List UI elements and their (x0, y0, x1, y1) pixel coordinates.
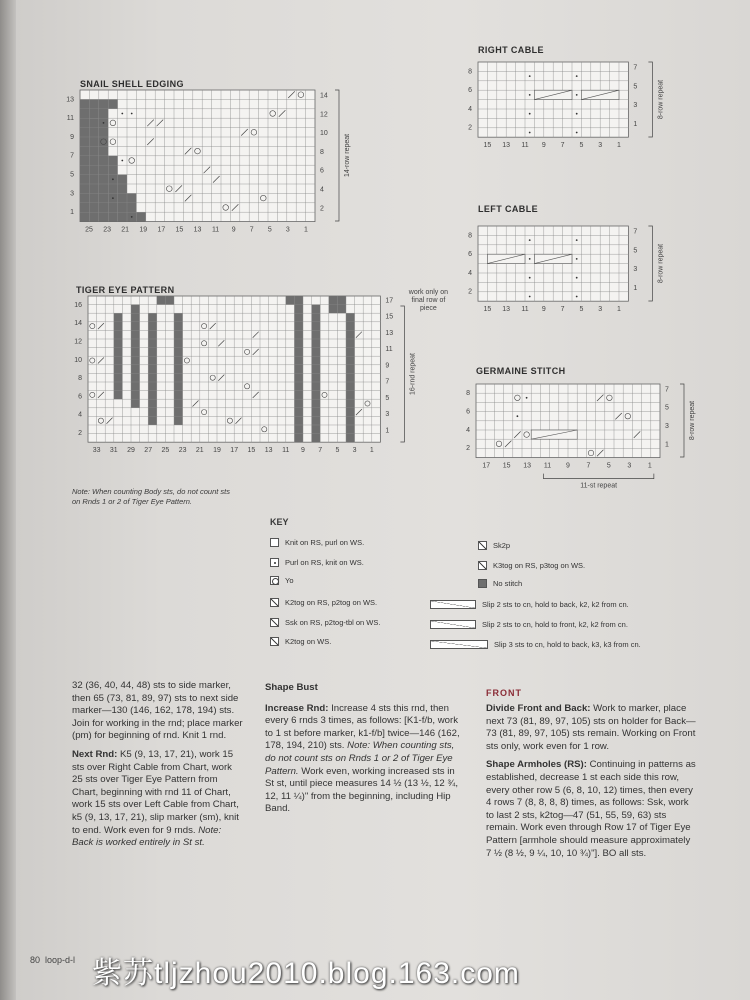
col-label: 5 (335, 447, 340, 455)
col-label: 19 (139, 226, 148, 234)
col1-para2 (72, 749, 244, 850)
col-label: 1 (369, 447, 374, 455)
col-label: 15 (247, 447, 256, 455)
row-label: 14 (319, 92, 328, 100)
row-label: 4 (468, 105, 473, 113)
row-label: 1 (633, 120, 638, 128)
row-label: 4 (466, 426, 471, 434)
row-label: 13 (66, 96, 75, 104)
side-note: work only on (408, 288, 448, 296)
k3tog-icon (478, 561, 487, 570)
key-label: K3tog on RS, p3tog on WS. (493, 561, 586, 570)
row-label: 5 (385, 394, 390, 402)
row-label: 1 (70, 209, 75, 217)
row-label: 6 (319, 167, 324, 175)
col-label: 13 (193, 226, 202, 234)
row-label: 5 (633, 83, 638, 91)
ssk-icon (270, 618, 279, 627)
col-label: 9 (541, 142, 546, 150)
col-label: 1 (617, 142, 621, 150)
col-label: 23 (178, 447, 187, 455)
col-label: 31 (109, 447, 118, 455)
row-label: 17 (385, 297, 394, 305)
k2tog-icon (270, 598, 279, 607)
purl-symbol (576, 94, 578, 96)
row-label: 12 (74, 338, 83, 346)
col3-para2-body: Continuing in patterns as established, decrease 1 st each side this row, every other row 5 (6, 8, 10, 12) times, then every 4 rows 7 (8, 8, 8, 8) times, as follows: Ssk, work to last 2 sts, k2tog—47 (51, 55, 59, 63) sts remain. Work even through Row 17 of Tiger Eye Pattern [armhole should measure approximately 7 ½ (8 ½, 9 ¼, 10, 10 ¾)"]. BO all sts. (486, 759, 696, 859)
col-label: 3 (352, 447, 357, 455)
col-label: 17 (157, 226, 166, 234)
col-label: 15 (502, 462, 511, 470)
col-label: 5 (579, 142, 584, 150)
row-label: 5 (664, 404, 669, 412)
snail-grid-svg (58, 84, 383, 256)
left-cable-title: LEFT CABLE (478, 204, 538, 214)
col-label: 15 (483, 142, 492, 150)
key-label: Slip 3 sts to cn, hold to back, k3, k3 from cn. (494, 640, 641, 649)
row-label: 3 (633, 266, 638, 274)
key-label: K2tog on RS, p2tog on WS. (285, 598, 378, 607)
purl-symbol (517, 415, 519, 417)
row-label: 6 (466, 408, 471, 416)
row-label: 7 (70, 152, 75, 160)
sk2p-icon (478, 541, 487, 550)
k2tog-ws-icon (270, 637, 279, 646)
column-1 (72, 680, 244, 856)
row-label: 8 (319, 148, 324, 156)
purl-symbol (576, 132, 578, 134)
purl-symbol (526, 397, 528, 399)
key-item (430, 640, 641, 649)
right_cable-grid-svg (456, 56, 696, 171)
purl-symbol (529, 132, 531, 134)
row-label: 1 (385, 427, 390, 435)
row-label: 1 (633, 284, 638, 292)
no-stitch-cell (157, 296, 166, 305)
col3-para1-head: Divide Front and Back: (486, 703, 591, 714)
col1-para2-note: Note: Back is worked entirely in St st. (72, 824, 222, 849)
key-label: Slip 2 sts to cn, hold to back, k2, k2 from cn. (482, 600, 629, 609)
col-label: 3 (598, 142, 603, 150)
key-label: Sk2p (493, 541, 511, 550)
page-footer (30, 955, 75, 965)
key-item (430, 600, 629, 609)
col-label: 7 (586, 462, 591, 470)
row-label: 3 (664, 423, 669, 431)
col1-para1: 32 (36, 40, 44, 48) sts to side marker, then 65 (73, 81, 89, 97) sts to next side marker—130 (146, 162, 178, 194) sts. Join for working in the rnd; place marker (pm) for beginning of rnd. Knit 1 rnd. (72, 680, 243, 742)
col3-para2 (486, 759, 698, 860)
purl-symbol (131, 113, 133, 115)
row-label: 5 (633, 247, 638, 255)
purl-symbol (121, 113, 123, 115)
col-label: 5 (579, 306, 584, 314)
key-item (478, 579, 522, 588)
purl-symbol (576, 75, 578, 77)
col-label: 21 (195, 447, 204, 455)
key-item (270, 558, 364, 567)
row-label: 10 (319, 130, 328, 138)
row-label: 3 (70, 190, 75, 198)
row-label: 4 (468, 269, 473, 277)
cable-3-back-icon (430, 640, 488, 649)
no-stitch-cell (108, 156, 117, 222)
key-item (270, 538, 364, 547)
purl-symbol (576, 296, 578, 298)
germaine-grid-svg (454, 378, 728, 492)
col-label: 19 (213, 447, 221, 455)
tiger-title: TIGER EYE PATTERN (76, 285, 175, 295)
col-label: 29 (127, 447, 135, 455)
col-label: 13 (523, 462, 532, 470)
row-label: 13 (385, 329, 394, 337)
purl-symbol (576, 239, 578, 241)
repeat-bracket (335, 90, 339, 221)
col-label: 21 (121, 226, 130, 234)
col-label: 7 (318, 447, 323, 455)
col-label: 11 (521, 306, 529, 314)
repeat-label: 8-row repeat (657, 79, 665, 120)
key-item (270, 618, 380, 627)
col-label: 9 (301, 447, 305, 455)
row-label: 9 (385, 362, 390, 370)
row-label: 1 (664, 441, 669, 449)
col2-para1-tail: Work even, working increased sts in St st, until piece measures 14 ½ (13 ½, 12 ¾, 12, 11 ¼)" from the beginning, including Hip Band. (265, 765, 459, 815)
row-label: 4 (319, 186, 324, 194)
column-2 (265, 682, 465, 822)
book-spine (0, 0, 16, 1000)
knit-icon (270, 538, 279, 547)
row-label: 2 (468, 288, 473, 296)
left_cable-grid-svg (456, 220, 696, 335)
col1-para2-head: Next Rnd: (72, 748, 118, 760)
col2-para1 (265, 703, 465, 816)
repeat-label: 8-row repeat (657, 243, 665, 284)
key-label: No stitch (493, 579, 523, 588)
key-item (478, 541, 510, 550)
col-label: 17 (230, 447, 239, 455)
repeat-label: 14-row repeat (343, 133, 351, 178)
row-label: 7 (385, 378, 390, 386)
front-section-heading: FRONT (486, 688, 522, 698)
no-stitch-cell (89, 118, 98, 221)
row-label: 8 (468, 68, 473, 76)
col-label: 25 (85, 226, 93, 234)
page-number: 80 (30, 955, 41, 965)
row-label: 6 (468, 87, 473, 95)
row-label: 12 (319, 111, 328, 119)
col-label: 25 (161, 447, 170, 455)
col-label: 9 (566, 462, 570, 470)
row-label: 8 (78, 375, 83, 383)
key-item (478, 561, 585, 570)
row-label: 8 (466, 390, 471, 398)
column-3 (486, 703, 698, 866)
cable-back-icon (430, 600, 476, 609)
key-item (270, 576, 294, 585)
key-label: Knit on RS, purl on WS. (285, 538, 365, 547)
purl-symbol (529, 239, 531, 241)
row-label: 11 (385, 346, 393, 354)
col-label: 7 (560, 306, 565, 314)
col-label: 13 (502, 306, 511, 314)
col-label: 11 (543, 462, 552, 470)
repeat-label: 8-row repeat (688, 400, 696, 441)
key-title: KEY (270, 517, 289, 527)
no-stitch-cell (136, 212, 145, 221)
watermark-text: 紫苏tljzhou2010.blog.163.com (92, 957, 520, 990)
col3-para1 (486, 703, 698, 753)
purl-symbol (131, 216, 133, 218)
row-label: 3 (633, 102, 638, 110)
row-label: 2 (466, 445, 471, 453)
purl-symbol (576, 277, 578, 279)
col-label: 13 (502, 142, 511, 150)
col-label: 11 (282, 447, 290, 455)
col2-para1-body: Increase 4 sts this rnd, then every 6 rnds 3 times, as follows: [K1-f/b, work to 1 st before marker, k1-f/b] twice—146 (162, 178, 194, 210) sts. (265, 702, 460, 752)
key-item (270, 637, 331, 646)
key-label: K2tog on WS. (285, 637, 332, 646)
purl-symbol (103, 122, 105, 124)
row-label: 7 (633, 64, 638, 72)
purl-symbol (576, 113, 578, 115)
repeat-label: 16-rnd repeat (409, 353, 417, 395)
row-label: 2 (468, 124, 473, 132)
repeat-bracket (648, 62, 652, 137)
purl-symbol (529, 113, 531, 115)
col-label: 1 (617, 306, 621, 314)
st-repeat-bracket (543, 474, 653, 479)
snail-title: SNAIL SHELL EDGING (80, 79, 184, 89)
row-label: 9 (70, 133, 75, 141)
no-stitch-cell (294, 296, 303, 442)
repeat-bracket (648, 226, 652, 301)
col-label: 3 (285, 226, 290, 234)
col3-para1-body: Work to marker, place next 73 (81, 89, 97, 105) sts on holder for Back—73 (81, 89, 97, 105) sts remain. Working on Front sts only, work even for 1 row. (486, 703, 696, 752)
no-stitch-cell (80, 99, 89, 221)
col-label: 13 (264, 447, 273, 455)
st-repeat-label: 11-st repeat (580, 482, 618, 490)
row-label: 4 (78, 411, 83, 419)
row-label: 16 (74, 301, 83, 309)
right-cable-title: RIGHT CABLE (478, 45, 544, 55)
col-label: 27 (144, 447, 153, 455)
repeat-bracket (400, 306, 404, 442)
row-label: 3 (385, 411, 390, 419)
row-label: 8 (468, 232, 473, 240)
purl-symbol (529, 296, 531, 298)
col1-para2-body: K5 (9, 13, 17, 21), work 15 sts over Right Cable from Chart, work 25 sts over Tiger Eye Pattern from Chart, beginning with rnd 11 of Chart, work 15 sts over Left Cable from Chart, k5 (9, 13, 17, 21), slip marker (sm), knit to end. Work even for 9 rnds. (72, 748, 239, 836)
key-label: Ssk on RS, p2tog-tbl on WS. (285, 618, 381, 627)
cable-front-icon (430, 620, 476, 629)
row-label: 7 (664, 386, 669, 394)
repeat-bracket (680, 384, 684, 457)
key-item (270, 598, 377, 607)
purl-symbol (112, 197, 114, 199)
row-label: 11 (66, 115, 75, 123)
purl-icon (270, 558, 279, 567)
key-item (430, 620, 628, 629)
no-stitch-icon (478, 579, 487, 588)
col-label: 9 (541, 306, 546, 314)
tiger-grid-svg (66, 290, 448, 476)
purl-symbol (112, 178, 114, 180)
purl-symbol (529, 258, 531, 260)
col-label: 15 (175, 226, 184, 234)
no-stitch-cell (165, 296, 174, 305)
col-label: 33 (92, 447, 101, 455)
purl-symbol (121, 160, 123, 162)
col-label: 9 (231, 226, 236, 234)
shape-bust-heading: Shape Bust (265, 682, 318, 693)
book-title-footer: loop-d-l (45, 955, 76, 965)
row-label: 14 (74, 320, 83, 328)
row-label: 5 (70, 171, 75, 179)
row-label: 2 (319, 205, 324, 213)
col-label: 5 (606, 462, 611, 470)
col-label: 23 (103, 226, 112, 234)
yo-icon (270, 576, 279, 585)
col-label: 1 (647, 462, 652, 470)
col-label: 7 (249, 226, 254, 234)
no-stitch-cell (174, 313, 183, 425)
no-stitch-cell (346, 313, 355, 442)
purl-symbol (529, 94, 531, 96)
col-label: 11 (211, 226, 220, 234)
col3-para2-head: Shape Armholes (RS): (486, 759, 587, 771)
germaine-title: GERMAINE STITCH (476, 366, 566, 376)
row-label: 6 (78, 393, 83, 401)
col-label: 17 (482, 462, 491, 470)
no-stitch-cell (148, 313, 157, 425)
col-label: 3 (598, 306, 603, 314)
col2-para1-head: Increase Rnd: (265, 702, 329, 714)
col-label: 3 (627, 462, 632, 470)
col-label: 1 (304, 226, 308, 234)
col-label: 15 (483, 306, 492, 314)
col-label: 7 (560, 142, 565, 150)
purl-symbol (576, 258, 578, 260)
purl-symbol (529, 277, 531, 279)
key-label: Purl on RS, knit on WS. (285, 558, 364, 567)
row-label: 10 (74, 356, 83, 364)
col2-para1-note: Note: When counting sts, do not count sts on Rnds 1 or 2 of Tiger Eye Pattern. (265, 740, 455, 777)
no-stitch-cell (99, 137, 108, 222)
no-stitch-cell (108, 99, 117, 108)
row-label: 6 (468, 251, 473, 259)
side-note: piece (420, 304, 437, 312)
row-label: 2 (78, 429, 83, 437)
no-stitch-cell (286, 296, 295, 305)
side-note: final row of (411, 296, 446, 304)
key-label: Slip 2 sts to cn, hold to front, k2, k2 from cn. (482, 620, 628, 629)
no-stitch-cell (118, 175, 127, 222)
row-label: 7 (633, 228, 638, 236)
col-label: 5 (267, 226, 272, 234)
row-label: 15 (385, 313, 394, 321)
col-label: 11 (521, 142, 529, 150)
chart-note: Note: When counting Body sts, do not count sts on Rnds 1 or 2 of Tiger Eye Pattern. (72, 487, 231, 506)
key-label: Yo (285, 576, 294, 585)
purl-symbol (529, 75, 531, 77)
